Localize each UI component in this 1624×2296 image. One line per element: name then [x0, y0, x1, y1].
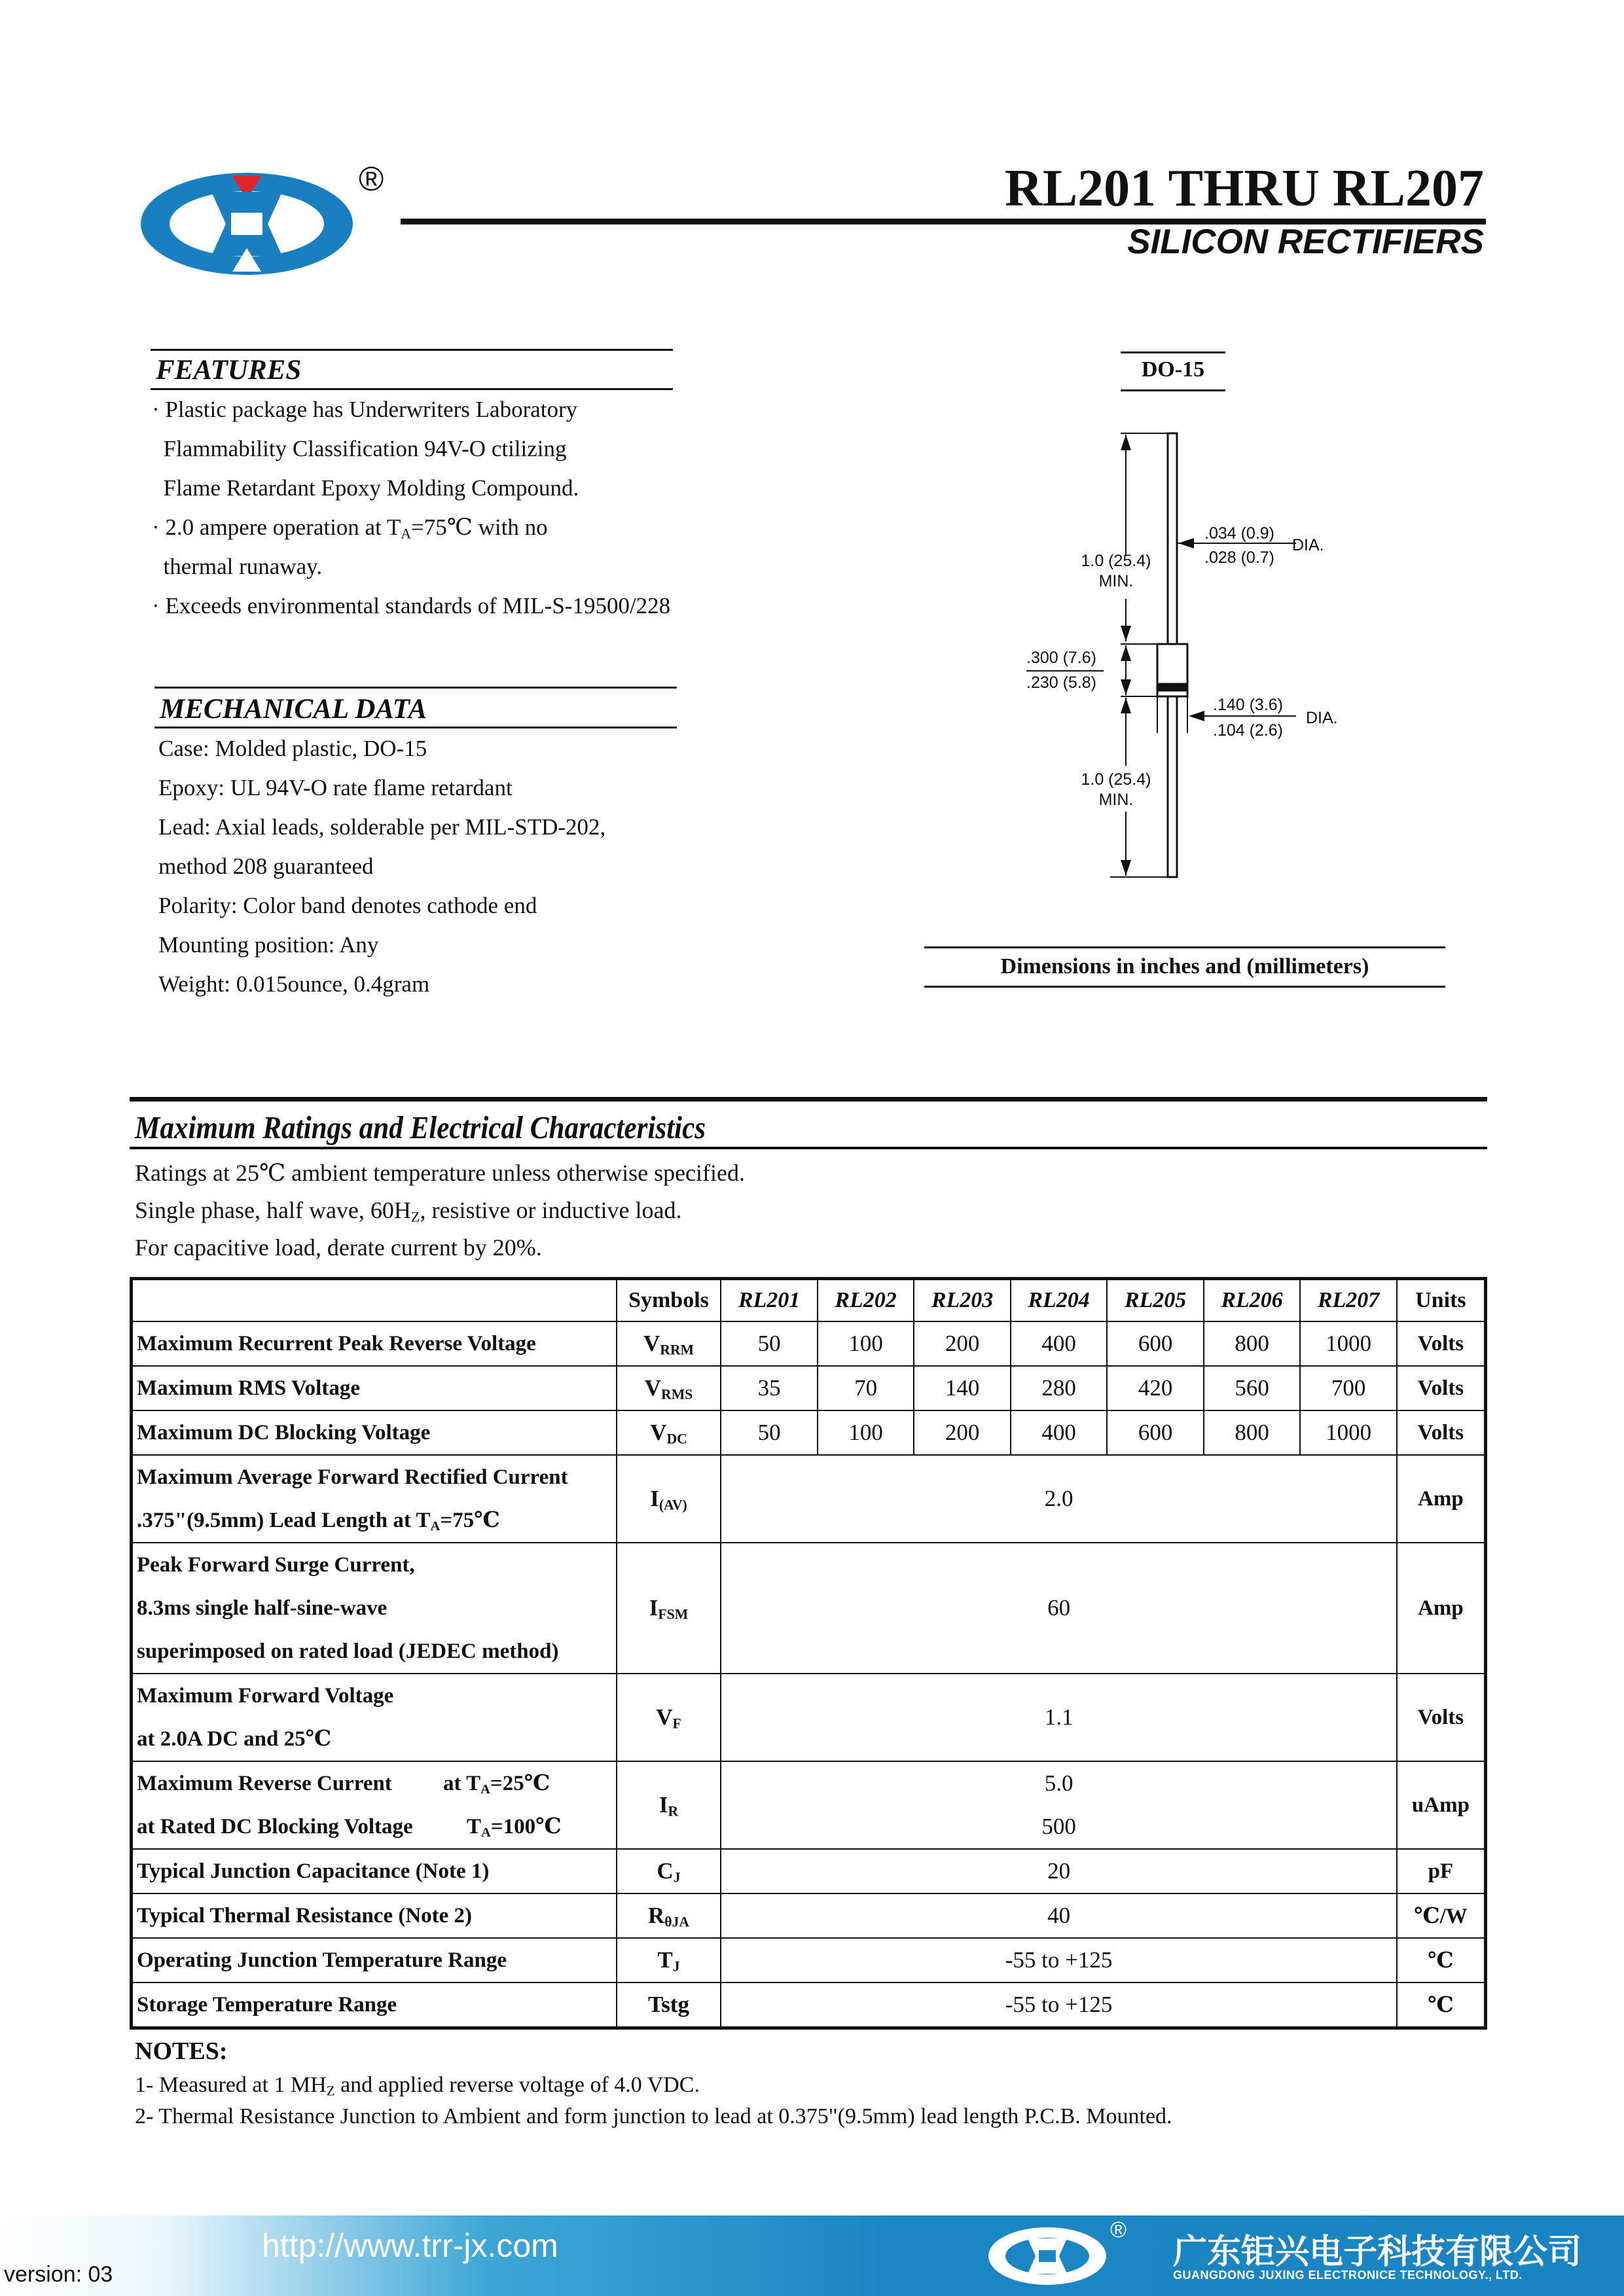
- value-cell: 100: [818, 1410, 914, 1455]
- value-cell: 50: [721, 1410, 818, 1455]
- features-list: [152, 390, 670, 626]
- value-cell: 70: [818, 1366, 914, 1410]
- symbol-text: C: [657, 1858, 674, 1884]
- param-label-line: Maximum Average Forward Rectified Current: [137, 1465, 568, 1489]
- ratings-top-rule: [130, 1097, 1487, 1102]
- value-cell: 800: [1204, 1410, 1301, 1455]
- mechanical-line: Lead: Axial leads, solderable per MIL-STD-202,: [158, 814, 606, 840]
- param-label: Typical Thermal Resistance (Note 2): [132, 1893, 617, 1938]
- symbol-subscript: J: [673, 1869, 681, 1886]
- value-cell: 600: [1107, 1410, 1204, 1455]
- value-cell: 35: [721, 1366, 818, 1410]
- param-label: Storage Temperature Range: [132, 1982, 617, 2028]
- mechanical-line: method 208 guaranteed: [158, 853, 374, 879]
- symbol-subscript: J: [672, 1958, 680, 1975]
- footer-company-english: GUANGDONG JUXING ELECTRONICE TECHNOLOGY., LTD.: [1173, 2269, 1523, 2282]
- features-heading: FEATURES: [156, 355, 302, 386]
- symbol-subscript: DC: [666, 1431, 687, 1447]
- table-row-vf: [132, 1674, 1486, 1761]
- notes-heading: NOTES:: [135, 2037, 228, 2065]
- mechanical-line: Mounting position: Any: [158, 932, 379, 958]
- value-cell: 1000: [1300, 1410, 1397, 1455]
- package-top-rule: [1121, 351, 1225, 353]
- param-symbol: [617, 1849, 721, 1893]
- value-cell: 280: [1011, 1366, 1108, 1410]
- param-label: Typical Junction Capacitance (Note 1): [132, 1849, 617, 1893]
- mechanical-line: Polarity: Color band denotes cathode end: [158, 893, 537, 918]
- subscript: A: [480, 1782, 490, 1797]
- text-part: =75℃ with no: [411, 514, 548, 540]
- param-label: [132, 1455, 617, 1543]
- value-cell: 420: [1107, 1366, 1204, 1410]
- unit-cell: Volts: [1397, 1366, 1486, 1410]
- body-length-min: .230 (5.8): [1026, 673, 1097, 692]
- subscript: A: [430, 1519, 441, 1534]
- value-cell: 200: [914, 1410, 1011, 1455]
- header-symbols: Symbols: [617, 1279, 721, 1322]
- mechanical-line: Epoxy: UL 94V-O rate flame retardant: [158, 775, 513, 800]
- param-label-line: Maximum Forward Voltage: [137, 1684, 394, 1708]
- text-part: at Rated DC Blocking Voltage: [137, 1815, 413, 1839]
- symbol-text: T: [657, 1947, 673, 1973]
- unit-cell: ℃: [1397, 1938, 1486, 1982]
- value-line: 5.0: [1044, 1770, 1074, 1796]
- condition-line: [135, 1192, 745, 1229]
- value-cell: -55 to +125: [721, 1938, 1397, 1982]
- feature-line: · Plastic package has Underwriters Laboratory: [152, 397, 578, 422]
- unit-cell: pF: [1397, 1849, 1486, 1893]
- feature-line-temperature: [152, 508, 670, 547]
- features-top-rule: [151, 349, 673, 351]
- symbol-text: V: [656, 1704, 673, 1730]
- header-device: RL205: [1107, 1279, 1204, 1322]
- header-device: RL202: [818, 1279, 914, 1322]
- caption-bottom-rule: [924, 986, 1445, 988]
- header-device: RL204: [1011, 1279, 1108, 1322]
- value-cell: 400: [1011, 1321, 1108, 1366]
- header-device: RL203: [914, 1279, 1011, 1322]
- symbol-text: I: [650, 1486, 659, 1511]
- footer-registered-mark: ®: [1110, 2217, 1127, 2242]
- value-cell: 140: [914, 1366, 1011, 1410]
- value-cell: 50: [721, 1321, 818, 1366]
- value-cell: 20: [721, 1849, 1397, 1893]
- value-cell: 60: [721, 1543, 1397, 1674]
- symbol-subscript: RMS: [661, 1386, 693, 1403]
- body-dia-min: .104 (2.6): [1213, 721, 1284, 740]
- unit-cell: ℃: [1397, 1982, 1486, 2028]
- table-row-ir: [132, 1761, 1486, 1849]
- param-label-line: [137, 1805, 612, 1848]
- value-cell: 700: [1300, 1366, 1397, 1410]
- symbol-text: V: [644, 1375, 662, 1401]
- symbol-text: V: [650, 1420, 667, 1445]
- text-part: · 2.0 ampere operation at T: [152, 514, 401, 540]
- value-cell: 800: [1204, 1321, 1301, 1366]
- feature-line: · Exceeds environmental standards of MIL-S-19500/228: [152, 593, 671, 619]
- symbol-text: I: [649, 1595, 659, 1621]
- footer-logo: [985, 2224, 1110, 2288]
- lead-length-bottom-value: 1.0 (25.4): [1081, 770, 1151, 789]
- text-part: T: [467, 1815, 482, 1839]
- text-part: at T: [443, 1772, 481, 1795]
- condition-part: [443, 1762, 550, 1805]
- param-symbol: Tstg: [617, 1982, 721, 2028]
- table-row-rth: [132, 1893, 1486, 1938]
- value-cell: 400: [1011, 1410, 1108, 1455]
- param-label-line: [137, 1762, 612, 1805]
- condition-line: For capacitive load, derate current by 20%.: [135, 1234, 542, 1261]
- value-cell: 560: [1204, 1366, 1301, 1410]
- symbol-text: V: [643, 1331, 660, 1356]
- text-part: 1- Measured at 1 MH: [135, 2073, 327, 2097]
- condition-part: [467, 1805, 562, 1848]
- document-subtitle: SILICON RECTIFIERS: [1127, 223, 1484, 261]
- param-symbol: [617, 1761, 721, 1849]
- param-label-line: 8.3ms single half-sine-wave: [137, 1596, 388, 1620]
- mechanical-heading: MECHANICAL DATA: [160, 694, 427, 725]
- mechanical-line: Case: Molded plastic, DO-15: [158, 736, 427, 761]
- param-symbol: [617, 1674, 721, 1761]
- ratings-table: [130, 1277, 1487, 2030]
- symbol-subscript: RRM: [660, 1342, 695, 1358]
- unit-cell: ℃/W: [1397, 1893, 1486, 1938]
- diagram-caption: Dimensions in inches and (millimeters): [1000, 954, 1369, 978]
- param-label: Maximum DC Blocking Voltage: [132, 1410, 617, 1455]
- text-part: Single phase, half wave, 60H: [135, 1197, 411, 1223]
- param-label: [132, 1543, 617, 1674]
- table-row-vrms: [132, 1366, 1486, 1410]
- param-symbol: [617, 1938, 721, 1982]
- symbol-text: R: [647, 1903, 665, 1928]
- lead-dia-min: .028 (0.7): [1204, 548, 1275, 567]
- subscript: A: [481, 1825, 491, 1840]
- value-cell: 100: [818, 1321, 914, 1366]
- param-symbol: [617, 1410, 721, 1455]
- text-part: , resistive or inductive load.: [420, 1197, 682, 1223]
- value-cell: 200: [914, 1321, 1011, 1366]
- note-line: [135, 2070, 1172, 2101]
- text-part: and applied reverse voltage of 4.0 VDC.: [334, 2073, 700, 2097]
- param-label: Operating Junction Temperature Range: [132, 1938, 617, 1982]
- header-units: Units: [1397, 1279, 1486, 1322]
- unit-cell: Amp: [1397, 1543, 1486, 1674]
- table-row-iav: [132, 1455, 1486, 1543]
- subscript: Z: [410, 1208, 420, 1225]
- subscript: A: [401, 526, 411, 542]
- document-title: RL201 THRU RL207: [1005, 160, 1484, 217]
- unit-cell: uAmp: [1397, 1761, 1486, 1849]
- symbol-subscript: (AV): [659, 1497, 687, 1513]
- body-length-fraction-rule: [1026, 670, 1104, 672]
- note-line: 2- Thermal Resistance Junction to Ambient and form junction to lead at 0.375"(9.5mm) lead length P.C.B. Mounted.: [135, 2104, 1172, 2128]
- body-dia-label: DIA.: [1306, 709, 1338, 727]
- feature-line: thermal runaway.: [152, 554, 323, 579]
- footer-version: version: 03: [4, 2262, 113, 2287]
- lead-dia-max: .034 (0.9): [1204, 524, 1275, 543]
- table-header-row: [132, 1279, 1486, 1322]
- param-label-line: at 2.0A DC and 25℃: [137, 1727, 332, 1751]
- param-label-line: Peak Forward Surge Current,: [137, 1553, 415, 1577]
- ratings-heading: Maximum Ratings and Electrical Characteristics: [135, 1109, 706, 1145]
- lead-length-bottom: [1067, 770, 1165, 810]
- subscript: Z: [326, 2083, 335, 2099]
- text-part: =75℃: [440, 1509, 500, 1532]
- header-parameter: [132, 1279, 617, 1322]
- value-cell: 1.1: [721, 1674, 1397, 1761]
- caption-top-rule: [924, 946, 1445, 948]
- param-label: [132, 1761, 617, 1849]
- table-row-tj: [132, 1938, 1486, 1982]
- value-cell: 40: [721, 1893, 1397, 1938]
- table-row-vdc: [132, 1410, 1486, 1455]
- symbol-subscript: R: [668, 1803, 679, 1820]
- table-row-cj: [132, 1849, 1486, 1893]
- symbol-subscript: FSM: [658, 1606, 689, 1623]
- table-row-tstg: [132, 1982, 1486, 2028]
- param-symbol: [617, 1893, 721, 1938]
- table-row-ifsm: [132, 1543, 1486, 1674]
- param-label-line: [137, 1499, 612, 1542]
- lead-length-top: [1067, 551, 1165, 592]
- symbol-subscript: θJA: [664, 1914, 690, 1930]
- footer-company-chinese: 广东钜兴电子科技有限公司: [1173, 2233, 1582, 2272]
- package-bottom-rule: [1121, 389, 1225, 391]
- unit-cell: Amp: [1397, 1455, 1486, 1543]
- condition-line: Ratings at 25℃ ambient temperature unless otherwise specified.: [135, 1160, 746, 1186]
- header-device: RL206: [1204, 1279, 1301, 1322]
- value-cell: 2.0: [721, 1455, 1397, 1543]
- table-row-vrrm: [132, 1321, 1486, 1366]
- param-label: [132, 1674, 617, 1761]
- feature-line: Flammability Classification 94V-O ctilizing: [152, 436, 567, 461]
- text-part: .375"(9.5mm) Lead Length at T: [137, 1509, 431, 1532]
- lead-length-top-value: 1.0 (25.4): [1081, 552, 1151, 570]
- unit-cell: Volts: [1397, 1674, 1486, 1761]
- unit-cell: Volts: [1397, 1410, 1486, 1455]
- package-name: DO-15: [1141, 357, 1205, 382]
- param-symbol: [617, 1455, 721, 1543]
- param-symbol: [617, 1366, 721, 1410]
- lead-length-bottom-min: MIN.: [1098, 791, 1134, 809]
- footer-url-link[interactable]: http://www.trr-jx.com: [262, 2227, 558, 2264]
- unit-cell: Volts: [1397, 1321, 1486, 1366]
- value-cell: -55 to +125: [721, 1982, 1397, 2028]
- param-label-line: superimposed on rated load (JEDEC method): [137, 1640, 559, 1663]
- header-device: RL207: [1300, 1279, 1397, 1322]
- notes-list: [135, 2070, 1172, 2132]
- registered-mark: ®: [359, 160, 384, 198]
- symbol-subscript: F: [672, 1715, 681, 1732]
- mechanical-list: [158, 729, 605, 1004]
- mechanical-top-rule: [154, 687, 677, 689]
- param-symbol: [617, 1321, 721, 1366]
- param-label: Maximum Recurrent Peak Reverse Voltage: [132, 1321, 617, 1366]
- value-cell: 1000: [1300, 1321, 1397, 1366]
- text-part: Maximum Reverse Current: [137, 1772, 392, 1795]
- param-label: Maximum RMS Voltage: [132, 1366, 617, 1410]
- ratings-bottom-rule: [130, 1147, 1487, 1149]
- param-symbol: [617, 1543, 721, 1674]
- mechanical-bottom-rule: [154, 726, 677, 728]
- value-cell: 600: [1107, 1321, 1204, 1366]
- text-part: =100℃: [490, 1815, 562, 1839]
- text-part: =25℃: [490, 1772, 550, 1795]
- value-line: 500: [1041, 1814, 1076, 1839]
- lead-dia-label: DIA.: [1292, 536, 1324, 554]
- header-device: RL201: [721, 1279, 818, 1322]
- body-length-max: .300 (7.6): [1026, 649, 1097, 667]
- rating-conditions: [135, 1155, 745, 1266]
- symbol-text: I: [659, 1792, 668, 1818]
- mechanical-line: Weight: 0.015ounce, 0.4gram: [158, 971, 430, 997]
- feature-line: Flame Retardant Epoxy Molding Compound.: [152, 475, 579, 501]
- company-logo: [134, 167, 360, 281]
- lead-length-top-min: MIN.: [1098, 572, 1134, 590]
- body-dia-max: .140 (3.6): [1213, 696, 1284, 714]
- value-cell: [721, 1761, 1397, 1849]
